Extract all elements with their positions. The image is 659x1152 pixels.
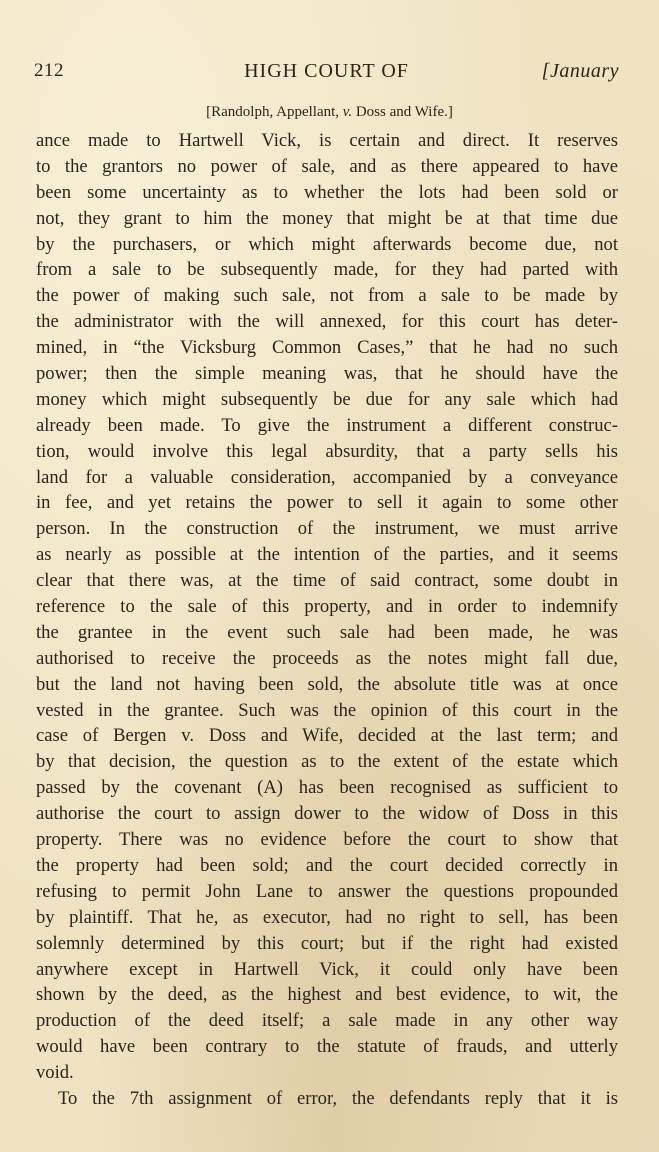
page-number: 212: [34, 60, 64, 81]
text-line: passed by the covenant (A) has been recognised as sufficient to: [36, 777, 618, 799]
text-line: authorised to receive the proceeds as the notes might fall due,: [36, 647, 618, 669]
text-line: solemnly determined by this court; but if the right had existed: [36, 932, 618, 954]
text-line: person. In the construction of the instrument, we must arrive: [36, 518, 618, 540]
caption-versus: v.: [342, 104, 353, 120]
running-head: [34, 60, 619, 88]
caption-parties-right: Doss and Wife.]: [352, 104, 453, 120]
text-line: case of Bergen v. Doss and Wife, decided at the last term; and: [36, 725, 618, 747]
text-line: production of the deed itself; a sale made in any other way: [36, 1010, 618, 1032]
text-line: from a sale to be subsequently made, for they had parted with: [36, 259, 618, 281]
text-line: by plaintiff. That he, as executor, had no right to sell, has been: [36, 906, 618, 928]
text-line: by the purchasers, or which might afterwards become due, not: [36, 233, 618, 255]
text-line: already been made. To give the instrument a different construc-: [36, 414, 618, 436]
running-title: HIGH COURT OF: [244, 60, 409, 82]
text-line: not, they grant to him the money that might be at that time due: [36, 207, 618, 229]
text-line: refusing to permit John Lane to answer the questions propounded: [36, 880, 618, 902]
text-line: shown by the deed, as the highest and best evidence, to wit, the: [36, 984, 618, 1006]
paragraph-start-line: To the 7th assignment of error, the defendants reply that it is: [58, 1087, 618, 1109]
text-line: the property had been sold; and the court decided correctly in: [36, 854, 618, 876]
caption-parties-left: [Randolph, Appellant,: [206, 104, 343, 120]
text-line: vested in the grantee. Such was the opinion of this court in the: [36, 699, 618, 721]
case-caption: [0, 104, 659, 121]
text-line: property. There was no evidence before the court to show that: [36, 829, 618, 851]
text-line: the administrator with the will annexed, for this court has deter-: [36, 311, 618, 333]
text-line: in fee, and yet retains the power to sell it again to some other: [36, 492, 618, 514]
text-line: clear that there was, at the time of said contract, some doubt in: [36, 570, 618, 592]
text-line: to the grantors no power of sale, and as there appeared to have: [36, 155, 618, 177]
text-line: been some uncertainty as to whether the lots had been sold or: [36, 181, 618, 203]
text-line: ance made to Hartwell Vick, is certain and direct. It reserves: [36, 130, 618, 151]
text-line: tion, would involve this legal absurdity, that a party sells his: [36, 440, 618, 462]
text-line: anywhere except in Hartwell Vick, it could only have been: [36, 958, 618, 980]
text-line: land for a valuable consideration, accompanied by a conveyance: [36, 466, 618, 488]
text-line: would have been contrary to the statute of frauds, and utterly: [36, 1036, 618, 1058]
text-line: the power of making such sale, not from a sale to be made by: [36, 285, 618, 307]
text-line: authorise the court to assign dower to the widow of Doss in this: [36, 803, 618, 825]
text-line: money which might subsequently be due for any sale which had: [36, 388, 618, 410]
opinion-text: [36, 128, 618, 1112]
text-line: but the land not having been sold, the absolute title was at once: [36, 673, 618, 695]
text-line: mined, in “the Vicksburg Common Cases,” that he had no such: [36, 337, 618, 359]
text-line: as nearly as possible at the intention of the parties, and it seems: [36, 544, 618, 566]
text-line: by that decision, the question as to the extent of the estate which: [36, 751, 618, 773]
text-line: the grantee in the event such sale had been made, he was: [36, 621, 618, 643]
text-line: power; then the simple meaning was, that he should have the: [36, 363, 618, 385]
term-label: [January: [541, 60, 619, 82]
text-line: reference to the sale of this property, and in order to indemnify: [36, 596, 618, 618]
paragraph-end-line: void.: [36, 1062, 74, 1084]
